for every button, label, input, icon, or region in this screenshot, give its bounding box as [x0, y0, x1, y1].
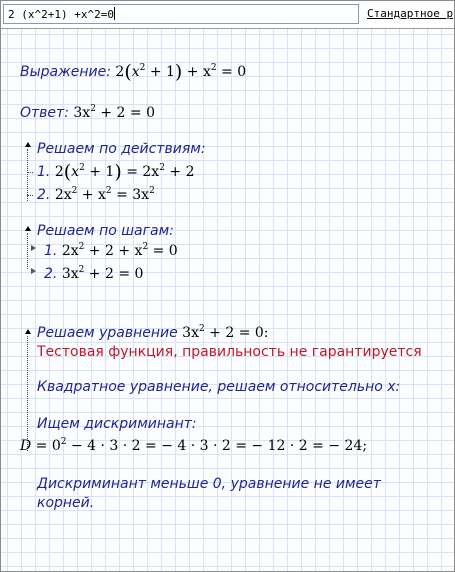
input-bar: [1, 1, 454, 29]
solve-title-text: Решаем уравнение: [37, 325, 178, 341]
steps-step-1: [44, 242, 178, 260]
actions-title-text: Решаем по действиям:: [37, 141, 206, 157]
expression-formula: $2(x^2 + 1) + x^2 = 0$: [115, 61, 247, 83]
expand-step-2-icon[interactable]: [31, 268, 36, 274]
quadratic-line: [37, 378, 400, 396]
conclusion-text-1: Дискриминант меньше 0, уравнение не имеет: [37, 476, 381, 492]
discriminant-title-text: Ищем дискриминант:: [37, 416, 197, 432]
steps-bracket: [27, 233, 28, 269]
actions-step-2-num: 2.: [37, 187, 51, 203]
expand-step-1-icon[interactable]: [31, 245, 36, 251]
conclusion-text-2: корней.: [37, 495, 95, 511]
actions-step-1: [37, 163, 194, 181]
text-caret: [114, 7, 115, 20]
steps-step-2-num: 2.: [44, 266, 58, 282]
answer-label: Ответ:: [20, 105, 69, 121]
collapse-solve-icon[interactable]: [25, 329, 31, 334]
solve-equation: $3x^2 + 2 = 0$:: [182, 324, 269, 341]
discriminant-title: [37, 415, 197, 433]
solve-bracket: [27, 336, 28, 451]
steps-title: [37, 222, 174, 240]
worksheet: [1, 29, 454, 571]
steps-step-2-formula: $3x^2 + 2 = 0$: [61, 265, 144, 282]
warning-line: [37, 343, 422, 361]
collapse-steps-icon[interactable]: [25, 226, 31, 231]
actions-bracket: [27, 149, 28, 201]
actions-step-2: [37, 186, 155, 204]
conclusion-line-2: [37, 494, 94, 512]
collapse-actions-icon[interactable]: [25, 142, 31, 147]
warning-text: Тестовая функция, правильность не гарантируется: [37, 344, 422, 360]
discriminant-formula: $D = 0^2 - 4 \cdot 3 \cdot 2$ = − 4 · 3 · 2 = − 12 · 2 = − 24;: [20, 437, 368, 454]
answer-line: [20, 104, 155, 122]
actions-step-2-formula: $2x^2 + x^2 = 3x^2$: [54, 186, 155, 203]
solve-title: [37, 324, 269, 342]
quadratic-text: Квадратное уравнение, решаем относительно x:: [37, 379, 401, 395]
steps-step-1-num: 1.: [44, 243, 58, 259]
steps-step-2: [44, 265, 143, 283]
actions-step-1-formula: $2(x^2 + 1) = 2x^2 + 2$: [54, 161, 195, 183]
actions-tick-1: [27, 172, 33, 173]
steps-title-text: Решаем по шагам:: [37, 223, 174, 239]
expression-line: [20, 63, 246, 81]
expression-label: Выражение:: [20, 64, 111, 80]
answer-formula: $3x^2 + 2 = 0$: [73, 104, 155, 121]
actions-step-1-num: 1.: [37, 164, 51, 180]
actions-title: [37, 140, 206, 158]
expression-input-text: 2 (x^2+1) +x^2=0: [8, 8, 114, 21]
mode-link[interactable]: Стандартное р: [367, 7, 454, 20]
steps-step-1-formula: $2x^2 + 2 + x^2 = 0$: [61, 242, 178, 259]
expression-input[interactable]: [3, 4, 359, 24]
actions-tick-2: [27, 195, 33, 196]
conclusion-line-1: [37, 475, 381, 493]
